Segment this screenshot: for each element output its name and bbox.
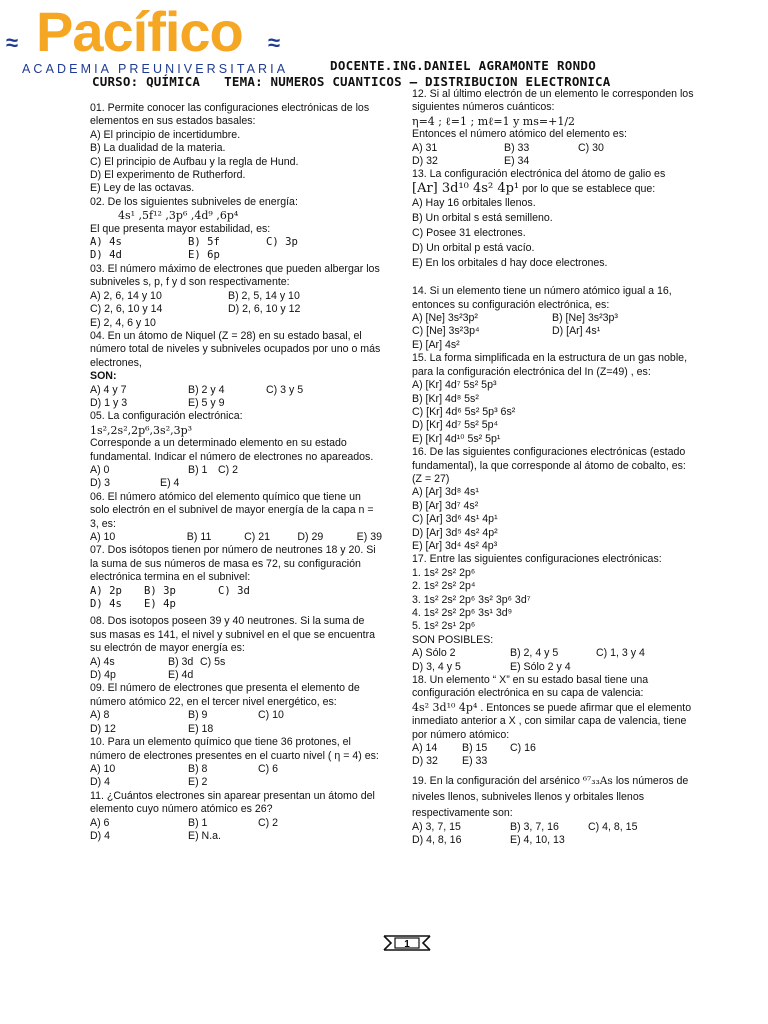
q07-option: C) 3d xyxy=(218,584,250,597)
q17-option: A) Sólo 2 xyxy=(412,647,456,660)
q09-options-row xyxy=(90,709,382,722)
q02-option: A) 4s xyxy=(90,236,122,249)
q05-tail: Corresponde a un determinado elemento en su estado fundamental. Indicar el número de electrones no apareados. xyxy=(90,437,374,463)
page-number-badge xyxy=(383,934,431,952)
q15-option: A) [Kr] 4d⁷ 5s² 5p³ xyxy=(412,379,497,392)
q07-option: E) 4p xyxy=(144,598,176,611)
q19-option: C) 4, 8, 15 xyxy=(588,820,638,833)
q03-option: D) 2, 6, 10 y 12 xyxy=(228,303,301,316)
question-12: 12. Si al último electrón de un elemento le corresponden los siguientes números cuánticos: xyxy=(412,88,694,114)
question-11: 11. ¿Cuántos electrones sin aparear presentan un átomo del elemento cuyo número atómico es 26? xyxy=(90,789,375,816)
q08-options-row xyxy=(90,656,382,669)
q10-options-row xyxy=(90,763,382,776)
q12-option: D) 32 xyxy=(412,155,438,168)
q18-option: A) 14 xyxy=(412,742,438,755)
q06-options-row xyxy=(90,531,382,544)
q04-option: B) 2 y 4 xyxy=(188,383,225,396)
q09-option: B) 9 xyxy=(188,709,208,722)
q16-z-value: (Z = 27) xyxy=(412,472,450,485)
question-01: 01. Permite conocer las configuraciones electrónicas de los elementos en sus estados basales: xyxy=(90,102,370,128)
question-02: 02. De los siguientes subniveles de energía: xyxy=(90,195,298,208)
q15-option: B) [Kr] 4d⁸ 5s² xyxy=(412,392,479,405)
q02-formula: 4s¹ ,5f¹² ,3p⁶ ,4d⁹ ,6p⁴ xyxy=(118,209,239,223)
q13-option: D) Un orbital p está vacío. xyxy=(412,242,535,255)
q12-tail: Entonces el número atómico del elemento es: xyxy=(412,128,627,141)
question-08: 08. Dos isotopos poseen 39 y 40 neutrones. Si la suma de sus masas es 141, el nivel y subnivel en el que se encuentra su electrón de mayor energía es: xyxy=(90,615,376,655)
q10-options-row xyxy=(90,776,382,789)
q18-tail: . Entonces se puede afirmar que el elemento inmediato anterior a X , con similar capa de valencia, tiene por número atómico: xyxy=(412,701,692,741)
q05-option: A) 0 xyxy=(90,463,110,476)
q05-option: D) 3 xyxy=(90,477,111,490)
q17-item: 3. 1s² 2s² 2p⁶ 3s² 3p⁶ 3d⁷ xyxy=(412,593,531,606)
q06-option: D) 29 xyxy=(297,531,324,543)
question-18: 18. Un elemento “ X” en su estado basal tiene una configuración electrónica en su capa de valencia: xyxy=(412,674,649,700)
question-15: 15. La forma simplificada en la estructura de un gas noble, para la configuración electrónica del In (Z=49) , es: xyxy=(412,352,688,378)
q17-option: B) 2, 4 y 5 xyxy=(510,647,559,660)
q08-option: E) 4d xyxy=(168,669,194,682)
q11-options-row xyxy=(90,817,382,830)
q14-option: E) [Ar] 4s² xyxy=(412,338,460,351)
q13-option: B) Un orbital s está semilleno. xyxy=(412,212,553,225)
q14-option: D) [Ar] 4s¹ xyxy=(552,325,601,338)
question-17: 17. Entre las siguientes configuraciones electrónicas: xyxy=(412,553,662,566)
q05-options-row xyxy=(90,477,382,490)
q18-option: E) 33 xyxy=(462,755,488,768)
q12-option: C) 30 xyxy=(578,141,604,154)
q08-option: D) 4p xyxy=(90,669,116,682)
question-04: 04. En un átomo de Niquel (Z = 28) en su estado basal, el número total de niveles y subniveles ocupados por uno o más electrones, xyxy=(90,329,381,369)
q04-options-row xyxy=(90,384,382,397)
right-column xyxy=(412,88,694,848)
q11-option: C) 2 xyxy=(258,816,279,829)
q04-son-label: SON: xyxy=(90,370,117,383)
q11-option: A) 6 xyxy=(90,816,110,829)
q17-item: 4. 1s² 2s² 2p⁶ 3s¹ 3d⁹ xyxy=(412,607,513,619)
q05-option: E) 4 xyxy=(160,477,180,490)
q18-body xyxy=(412,701,694,742)
q17-options-row xyxy=(412,661,694,674)
q16-option: E) [Ar] 3d⁴ 4s² 4p³ xyxy=(412,539,498,552)
q03-option: B) 2, 5, 14 y 10 xyxy=(228,289,300,302)
q12-options-row xyxy=(412,155,694,168)
q11-option: E) N.a. xyxy=(188,829,221,842)
q12-option: E) 34 xyxy=(504,155,530,168)
q19-option: E) 4, 10, 13 xyxy=(510,834,565,847)
q08-option: B) 3d xyxy=(168,655,194,668)
q07-option: A) 2p xyxy=(90,584,122,597)
q06-option: B) 11 xyxy=(186,531,212,543)
q10-option: E) 2 xyxy=(188,776,208,789)
question-13: 13. La configuración electrónica del átomo de galio es xyxy=(412,168,666,181)
q02-option: B) 5f xyxy=(188,236,220,249)
question-10: 10. Para un elemento químico que tiene 36 protones, el número de electrones presentes en el cuarto nivel ( η = 4) es: xyxy=(90,736,379,762)
q13-option: E) En los orbitales d hay doce electrones. xyxy=(412,257,608,270)
q01-option: B) La dualidad de la materia. xyxy=(90,142,226,155)
q12-formula: η=4 ; ℓ=1 ; mℓ=1 y ms=+1/2 xyxy=(412,114,576,128)
q01-option: A) El principio de incertidumbre. xyxy=(90,128,241,141)
q19-suffix: los números de niveles llenos, subniveles llenos y orbitales llenos respectivamente son: xyxy=(412,774,689,819)
q10-option: A) 10 xyxy=(90,762,116,775)
q07-options-row xyxy=(90,598,382,611)
q17-option: C) 1, 3 y 4 xyxy=(596,647,645,660)
page-number: 1 xyxy=(404,939,410,950)
q02-option: E) 6p xyxy=(188,249,220,262)
q13-formula-line xyxy=(412,182,694,196)
q08-option: C) 5s xyxy=(200,655,226,668)
q19-arsenic-symbol: ⁶⁷₃₃As xyxy=(582,774,613,787)
q05-options-row xyxy=(90,464,382,477)
q14-option: C) [Ne] 3s²3p⁴ xyxy=(412,325,480,338)
q14-options-row xyxy=(412,325,694,338)
q16-option: B) [Ar] 3d⁷ 4s² xyxy=(412,499,479,512)
q12-option: A) 31 xyxy=(412,141,438,154)
q13-formula-tail: por lo que se establece que: xyxy=(522,182,656,195)
q02-options-row xyxy=(90,236,382,249)
q05-option: B) 1 xyxy=(188,463,208,476)
q05-option: C) 2 xyxy=(218,463,239,476)
q11-options-row xyxy=(90,830,382,843)
q06-option: E) 39 xyxy=(356,531,382,543)
logo-wordmark: Pacífico xyxy=(36,0,243,63)
q14-option: A) [Ne] 3s²3p² xyxy=(412,312,478,325)
academy-logo xyxy=(6,0,306,78)
teacher-name: DOCENTE.ING.DANIEL AGRAMONTE RONDO xyxy=(330,58,597,73)
q15-option: D) [Kr] 4d⁷ 5s² 5p⁴ xyxy=(412,419,499,432)
q13-formula: [Ar] 3d¹⁰ 4s² 4p¹ xyxy=(412,180,520,196)
q01-option: C) El principio de Aufbau y la regla de Hund. xyxy=(90,155,299,168)
q17-option: E) Sólo 2 y 4 xyxy=(510,660,571,673)
q18-options-row xyxy=(412,742,694,755)
q18-option: D) 32 xyxy=(412,755,438,768)
q07-option: D) 4s xyxy=(90,598,122,611)
q19-options-row xyxy=(412,821,694,834)
q04-option: A) 4 y 7 xyxy=(90,383,127,396)
question-06: 06. El número atómico del elemento químico que tiene un solo electrón en el subnivel de mayor energía de la capa n = 3, es: xyxy=(90,490,374,530)
q12-option: B) 33 xyxy=(504,141,530,154)
q18-option: B) 15 xyxy=(462,742,488,755)
q01-option: E) Ley de las octavas. xyxy=(90,182,195,195)
topic-label: TEMA: NUMEROS CUANTICOS – DISTRIBUCION ELECTRONICA xyxy=(224,74,611,89)
q11-option: B) 1 xyxy=(188,816,208,829)
q09-option: E) 18 xyxy=(188,722,214,735)
q17-item: 1. 1s² 2s² 2p⁶ xyxy=(412,566,476,579)
q04-option: D) 1 y 3 xyxy=(90,396,128,409)
q19-prefix: 19. En la configuración del arsénico xyxy=(412,774,580,787)
q04-options-row xyxy=(90,397,382,410)
course-label: CURSO: QUÍMICA xyxy=(92,74,201,89)
q09-option: C) 10 xyxy=(258,709,284,722)
q17-option: D) 3, 4 y 5 xyxy=(412,660,461,673)
q07-option: B) 3p xyxy=(144,584,176,597)
logo-waves-right-icon: ≈ xyxy=(268,30,281,55)
q19-option: B) 3, 7, 16 xyxy=(510,820,559,833)
q03-options-row xyxy=(90,290,382,303)
q12-options-row xyxy=(412,142,694,155)
logo-waves-left-icon: ≈ xyxy=(6,30,19,55)
q16-option: A) [Ar] 3d⁸ 4s¹ xyxy=(412,486,479,499)
q15-option: C) [Kr] 4d⁶ 5s² 5p³ 6s² xyxy=(412,405,516,418)
q01-option: D) El experimento de Rutherford. xyxy=(90,169,246,182)
q10-option: B) 8 xyxy=(188,762,208,775)
q13-option: C) Posee 31 electrones. xyxy=(412,227,526,240)
q15-option: E) [Kr] 4d¹⁰ 5s² 5p¹ xyxy=(412,432,501,445)
q08-options-row xyxy=(90,669,382,682)
q02-tail: El que presenta mayor estabilidad, es: xyxy=(90,222,271,235)
q18-option: C) 16 xyxy=(510,742,536,755)
left-column xyxy=(90,102,382,843)
question-16: 16. De las siguientes configuraciones electrónicas (estado fundamental), la que corresponde al átomo de cobalto, es: xyxy=(412,446,686,472)
q04-option: C) 3 y 5 xyxy=(266,383,304,396)
q19-option: D) 4, 8, 16 xyxy=(412,834,462,847)
question-09: 09. El número de electrones que presenta el elemento de número atómico 22, en el tercer nivel energético, es: xyxy=(90,682,360,708)
q02-option: D) 4d xyxy=(90,249,122,262)
q09-option: D) 12 xyxy=(90,722,116,735)
q10-option: D) 4 xyxy=(90,776,111,789)
logo-subtitle: ACADEMIA PREUNIVERSITARIA xyxy=(22,62,289,76)
question-05: 05. La configuración electrónica: xyxy=(90,410,243,423)
q14-options-row xyxy=(412,312,694,325)
q03-options-row xyxy=(90,303,382,316)
question-19 xyxy=(412,773,694,821)
q06-option: C) 21 xyxy=(244,531,270,543)
q02-option: C) 3p xyxy=(266,236,298,249)
q07-options-row xyxy=(90,585,382,598)
q17-item: 5. 1s² 2s¹ 2p⁶ xyxy=(412,620,476,633)
q17-options-row xyxy=(412,647,694,660)
q18-formula: 4s² 3d¹⁰ 4p⁴ xyxy=(412,700,478,714)
q13-option: A) Hay 16 orbitales llenos. xyxy=(412,197,536,210)
q09-options-row xyxy=(90,723,382,736)
question-03: 03. El número máximo de electrones que pueden albergar los subniveles s, p, f y d son respectivamente: xyxy=(90,262,380,289)
q05-formula: 1s²,2s²,2p⁶,3s²,3p³ xyxy=(90,423,193,437)
question-14: 14. Si un elemento tiene un número atómico igual a 16, entonces su configuración electrónica, es: xyxy=(412,285,672,311)
q03-option: C) 2, 6, 10 y 14 xyxy=(90,303,163,316)
q04-option: E) 5 y 9 xyxy=(188,396,225,409)
q09-option: A) 8 xyxy=(90,709,110,722)
q19-options-row xyxy=(412,834,694,847)
page-number-frame-icon xyxy=(383,934,431,952)
q16-option: D) [Ar] 3d⁵ 4s² 4p² xyxy=(412,526,498,539)
q10-option: C) 6 xyxy=(258,762,279,775)
q11-option: D) 4 xyxy=(90,829,111,842)
q17-item: 2. 1s² 2s² 2p⁴ xyxy=(412,580,476,593)
q03-option: E) 2, 4, 6 y 10 xyxy=(90,316,156,329)
q14-option: B) [Ne] 3s²3p³ xyxy=(552,312,618,325)
q02-options-row xyxy=(90,249,382,262)
q19-option: A) 3, 7, 15 xyxy=(412,820,461,833)
q18-options-row xyxy=(412,755,694,768)
course-topic-line xyxy=(92,74,610,89)
q08-option: A) 4s xyxy=(90,655,115,668)
q16-option: C) [Ar] 3d⁶ 4s¹ 4p¹ xyxy=(412,513,498,526)
q03-option: A) 2, 6, 14 y 10 xyxy=(90,289,162,302)
question-07: 07. Dos isótopos tienen por número de neutrones 18 y 20. Si la suma de sus números de masa es 72, su configuración electrónica termina en el subnivel: xyxy=(90,544,376,584)
q06-option: A) 10 xyxy=(90,531,116,543)
q17-son-label: SON POSIBLES: xyxy=(412,633,494,646)
